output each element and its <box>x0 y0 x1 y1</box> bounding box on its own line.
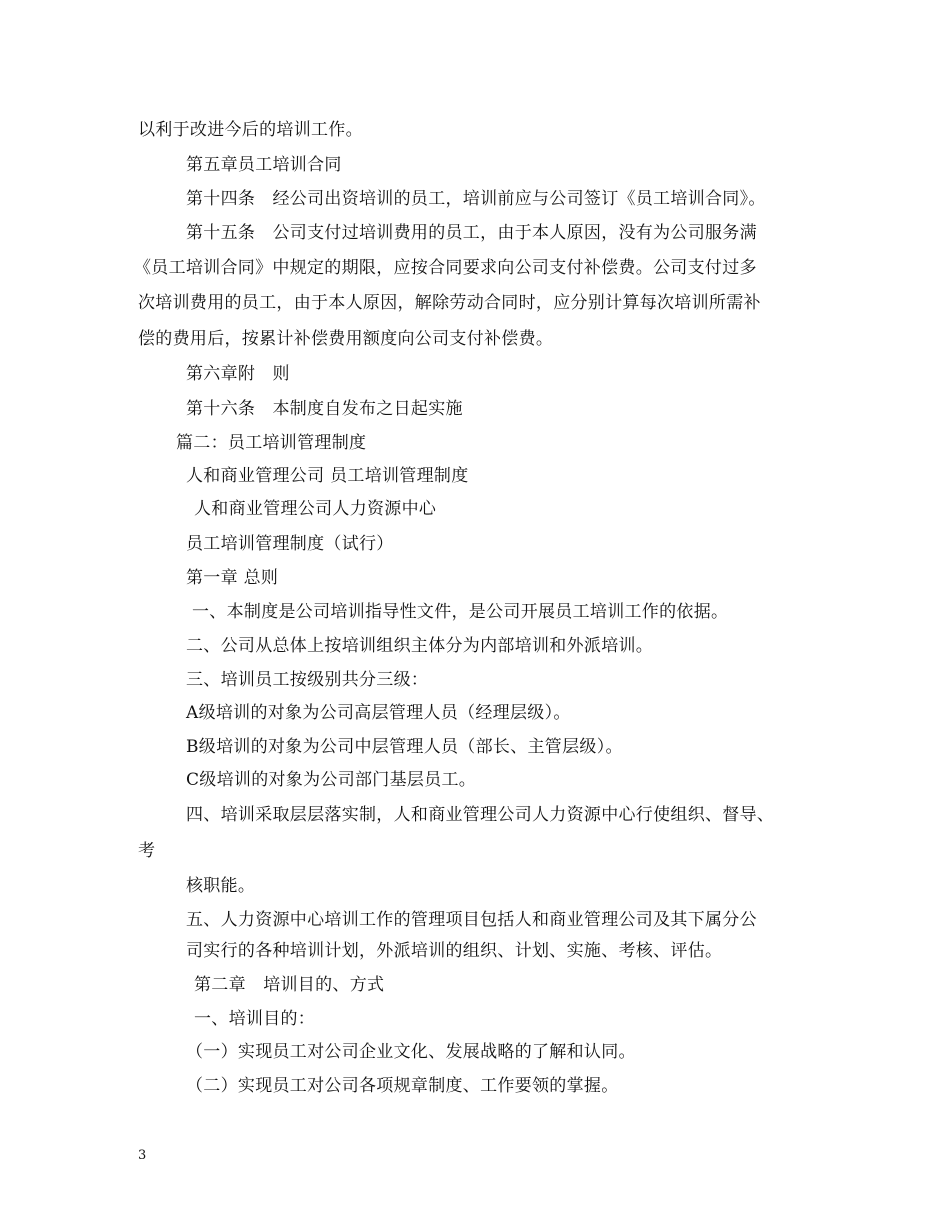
text-line: 次培训费用的员工，由于本人原因，解除劳动合同时，应分别计算每次培训所需补 <box>138 293 761 313</box>
text-line: 偿的费用后，按累计补偿费用额度向公司支付补偿费。 <box>138 329 554 349</box>
text-line: 四、培训采取层层落实制，人和商业管理公司人力资源中心行使组织、督导、 <box>186 805 775 825</box>
chapter-heading: 第一章 总则 <box>186 568 279 588</box>
text-line: 员工培训管理制度（试行） <box>186 534 394 554</box>
text-line: 二、公司从总体上按培训组织主体分为内部培训和外派培训。 <box>186 636 654 656</box>
text-line: 人和商业管理公司 员工培训管理制度 <box>186 466 469 486</box>
text-line: 第十六条 本制度自发布之日起实施 <box>186 399 463 419</box>
text-line: 一、培训目的： <box>194 1009 316 1029</box>
text-line: 以利于改进今后的培训工作。 <box>138 120 363 140</box>
text-line: 第十四条 经公司出资培训的员工，培训前应与公司签订《员工培训合同》。 <box>186 189 766 209</box>
text-line: 五、人力资源中心培训工作的管理项目包括人和商业管理公司及其下属分公 <box>186 910 757 930</box>
text-line: 三、培训员工按级别共分三级： <box>186 670 429 690</box>
text-line: B级培训的对象为公司中层管理人员（部长、主管层级）。 <box>186 737 623 757</box>
chapter-heading: 第二章 培训目的、方式 <box>194 975 385 995</box>
text-line: A级培训的对象为公司高层管理人员（经理层级）。 <box>186 703 571 723</box>
text-line: 第十五条 公司支付过培训费用的员工，由于本人原因，没有为公司服务满 <box>186 223 757 243</box>
text-line: 《员工培训合同》中规定的期限，应按合同要求向公司支付补偿费。公司支付过多 <box>134 258 757 278</box>
text-line: （一）实现员工对公司企业文化、发展战略的了解和认同。 <box>186 1042 636 1062</box>
chapter-heading: 第六章附 则 <box>186 364 290 384</box>
text-line: 人和商业管理公司人力资源中心 <box>194 499 437 519</box>
text-line: 考 <box>138 841 156 861</box>
section-heading: 篇二：员工培训管理制度 <box>176 433 367 453</box>
text-line: 司实行的各种培训计划，外派培训的组织、计划、实施、考核、评估。 <box>186 941 723 961</box>
text-line: 核职能。 <box>186 876 256 896</box>
chapter-heading: 第五章员工培训合同 <box>186 155 342 175</box>
page-number: 3 <box>138 1148 147 1163</box>
text-line: C级培训的对象为公司部门基层员工。 <box>186 770 477 790</box>
text-line: 一、本制度是公司培训指导性文件，是公司开展员工培训工作的依据。 <box>192 602 729 622</box>
text-line: （二）实现员工对公司各项规章制度、工作要领的掌握。 <box>186 1076 619 1096</box>
